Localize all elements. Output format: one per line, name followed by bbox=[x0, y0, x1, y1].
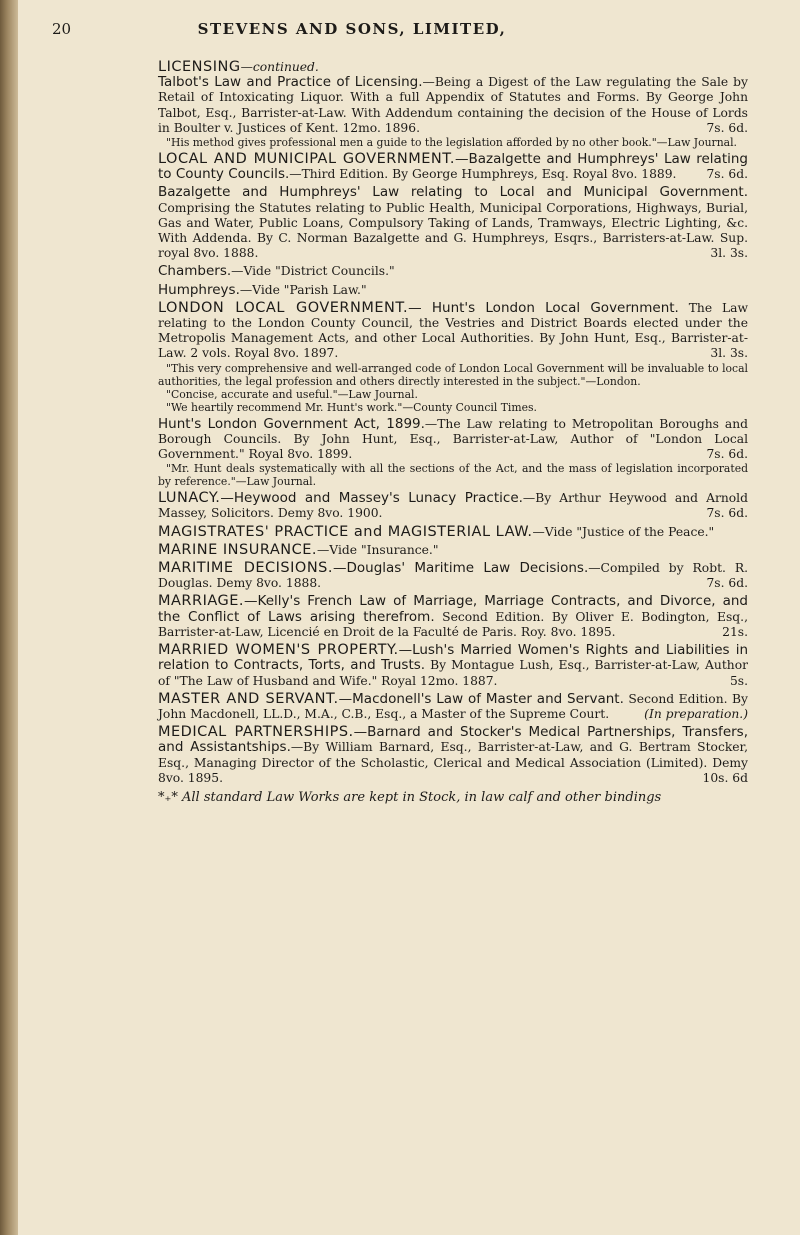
entry-heading: MARRIAGE. bbox=[158, 593, 245, 610]
entry-price: (In preparation.) bbox=[644, 706, 748, 721]
entry-text: Comprising the Statutes relating to Public Health, Municipal Corporations, Highways, Burial, Gas and Water, Public Loans, Compulsory Taking of Lands, Tramways, Electric Lighting, &c. With Addenda. By C. Norman Bazalgette and G. Humphreys, Esqrs., Barristers-at-Law. Sup. royal 8vo. 1888. bbox=[158, 200, 748, 261]
entry-bazalgette bbox=[158, 185, 748, 261]
entry-title: Humphreys. bbox=[158, 281, 240, 298]
entry-heading: MARITIME DECISIONS. bbox=[158, 560, 333, 577]
catalogue-body bbox=[158, 60, 748, 805]
entry-licensing bbox=[158, 60, 748, 149]
entry-quote: "Mr. Hunt deals systematically with all the sections of the Act, and the mass of legislation incorporated by reference."—Law Journal. bbox=[158, 462, 748, 489]
entry-title: —Kelly's French Law of Marriage, Marriage Contracts, and Divorce, and the Conflict of Laws arising therefrom. bbox=[158, 593, 748, 625]
entry-price: 7s. 6d. bbox=[706, 167, 748, 182]
entry-heading: MAGISTRATES' PRACTICE and MAGISTERIAL LAW. bbox=[158, 523, 533, 540]
entry-heading: LONDON LOCAL GOVERNMENT. bbox=[158, 299, 409, 316]
entry-master-servant bbox=[158, 692, 748, 722]
entry-lunacy bbox=[158, 491, 748, 521]
entry-title: — Hunt's London Local Government. bbox=[408, 299, 679, 316]
entry-quote: "We heartily recommend Mr. Hunt's work."—County Council Times. bbox=[166, 400, 537, 414]
entry-price: 7s. 6d. bbox=[706, 120, 748, 135]
entry-text: —Being a Digest of the Law regulating the Sale by Retail of Intoxicating Liquor. With a full Appendix of Statutes and Forms. By George John Talbot, Esq., Barrister-at-Law. With Addendum containing the decision of the House of Lords in Boulter v. Justices of Kent. 12mo. 1896. bbox=[158, 75, 748, 135]
entry-text: —By William Barnard, Esq., Barrister-at-Law, and G. Bertram Stocker, Esq., Managing Director of the Scholastic, Clerical and Medical Association (Limited). Demy 8vo. 1895. bbox=[158, 740, 748, 785]
entry-price: 7s. 6d. bbox=[706, 447, 748, 462]
entry-quote: "Concise, accurate and useful."—Law Journal. bbox=[166, 387, 418, 401]
entry-price: 5s. bbox=[729, 673, 748, 688]
entry-title: —Lush's Married Women's Rights and Liabilities in relation to Contracts, Torts, and Trusts. bbox=[158, 642, 749, 674]
entry-heading: MARRIED WOMEN'S PROPERTY. bbox=[158, 642, 399, 659]
entry-heading: MARINE INSURANCE. bbox=[158, 541, 317, 558]
entry-text: The Law relating to the London County Council, the Vestries and District Boards elected under the Metropolis Management Acts, and other Local Authorities. By John Hunt, Esq., Barrister-at-Law. 2 vols. Royal 8vo. 1897. bbox=[158, 300, 748, 361]
entry-quote: "This very comprehensive and well-arranged code of London Local Government will be invaluable to local authorities, the legal profession and others directly interested in the subject."—London. bbox=[158, 361, 748, 388]
entry-text: —Vide "Justice of the Peace." bbox=[532, 524, 715, 539]
entry-title: Bazalgette and Humphreys' Law relating to Local and Municipal Government. bbox=[158, 184, 748, 201]
entry-title: —Heywood and Massey's Lunacy Practice. bbox=[220, 490, 523, 507]
entry-quote: "His method gives professional men a guide to the legislation afforded by no other book."—Law Journal. bbox=[166, 136, 737, 150]
entry-heading: MEDICAL PARTNERSHIPS. bbox=[158, 724, 354, 741]
entry-marine-insurance bbox=[158, 543, 748, 558]
entry-heading: MASTER AND SERVANT. bbox=[158, 690, 339, 707]
entry-title: —Douglas' Maritime Law Decisions. bbox=[332, 560, 589, 577]
entry-text: Second Edition. By Oliver E. Bodington, Esq., Barrister-at-Law, Licencié en Droit de la Faculté de Paris. Roy. 8vo. 1895. bbox=[158, 609, 748, 639]
entry-price: 3l. 3s. bbox=[710, 246, 748, 261]
entry-local-municipal bbox=[158, 152, 748, 182]
book-binding-edge bbox=[0, 0, 18, 1235]
entry-title: Hunt's London Government Act, 1899. bbox=[158, 415, 425, 432]
entry-text: By Montague Lush, Esq., Barrister-at-Law, Author of "The Law of Husband and Wife." Royal 12mo. 1887. bbox=[158, 658, 748, 688]
entry-heading: LICENSING bbox=[158, 59, 241, 75]
entry-chambers bbox=[158, 264, 748, 279]
entry-humphreys bbox=[158, 283, 748, 298]
entry-text: Second Edition. By John Macdonell, LL.D., M.A., C.B., Esq., a Master of the Supreme Court. bbox=[158, 691, 748, 721]
entry-suffix: —continued. bbox=[240, 60, 319, 74]
entry-london-local bbox=[158, 301, 748, 414]
entry-text: —The Law relating to Metropolitan Boroughs and Borough Councils. By John Hunt, Esq., Barrister-at-Law, Author of "London Local Government." Royal 8vo. 1899. bbox=[158, 416, 748, 462]
footer-note: *₊* All standard Law Works are kept in Stock, in law calf and other bindings bbox=[158, 789, 662, 805]
entry-text: —Vide "District Councils." bbox=[231, 264, 395, 279]
entry-married-women bbox=[158, 643, 748, 689]
entry-text: —Vide "Parish Law." bbox=[239, 282, 367, 297]
entry-maritime bbox=[158, 561, 748, 591]
entry-price: 21s. bbox=[722, 624, 748, 639]
entry-price: 10s. 6d bbox=[702, 770, 748, 785]
entry-text: —Third Edition. By George Humphreys, Esq. Royal 8vo. 1889. bbox=[289, 167, 677, 182]
page-number: 20 bbox=[52, 20, 72, 38]
entry-magistrates bbox=[158, 525, 748, 540]
entry-title: Talbot's Law and Practice of Licensing. bbox=[158, 74, 423, 91]
page-header bbox=[52, 20, 748, 44]
entry-text: —Compiled by Robt. R. Douglas. Demy 8vo. 1888. bbox=[158, 561, 748, 591]
running-head: STEVENS AND SONS, LIMITED, bbox=[197, 20, 507, 38]
entry-marriage bbox=[158, 594, 748, 640]
entry-title: Chambers. bbox=[158, 263, 232, 280]
entry-title: —Barnard and Stocker's Medical Partnerships, Transfers, and Assistantships. bbox=[158, 724, 748, 756]
entry-heading: LUNACY. bbox=[158, 490, 221, 507]
entry-price: 7s. 6d. bbox=[706, 506, 748, 521]
entry-hunt-1899 bbox=[158, 417, 748, 489]
entry-text: —By Arthur Heywood and Arnold Massey, Solicitors. Demy 8vo. 1900. bbox=[158, 491, 748, 521]
entry-title: —Macdonell's Law of Master and Servant. bbox=[338, 690, 624, 707]
entry-text: —Vide "Insurance." bbox=[317, 542, 439, 557]
entry-price: 7s. 6d. bbox=[706, 576, 748, 591]
entry-price: 3l. 3s. bbox=[710, 346, 748, 361]
entry-title: —Bazalgette and Humphreys' Law relating to County Councils. bbox=[158, 151, 748, 183]
entry-medical bbox=[158, 725, 748, 786]
entry-heading: LOCAL AND MUNICIPAL GOVERNMENT. bbox=[158, 151, 455, 168]
